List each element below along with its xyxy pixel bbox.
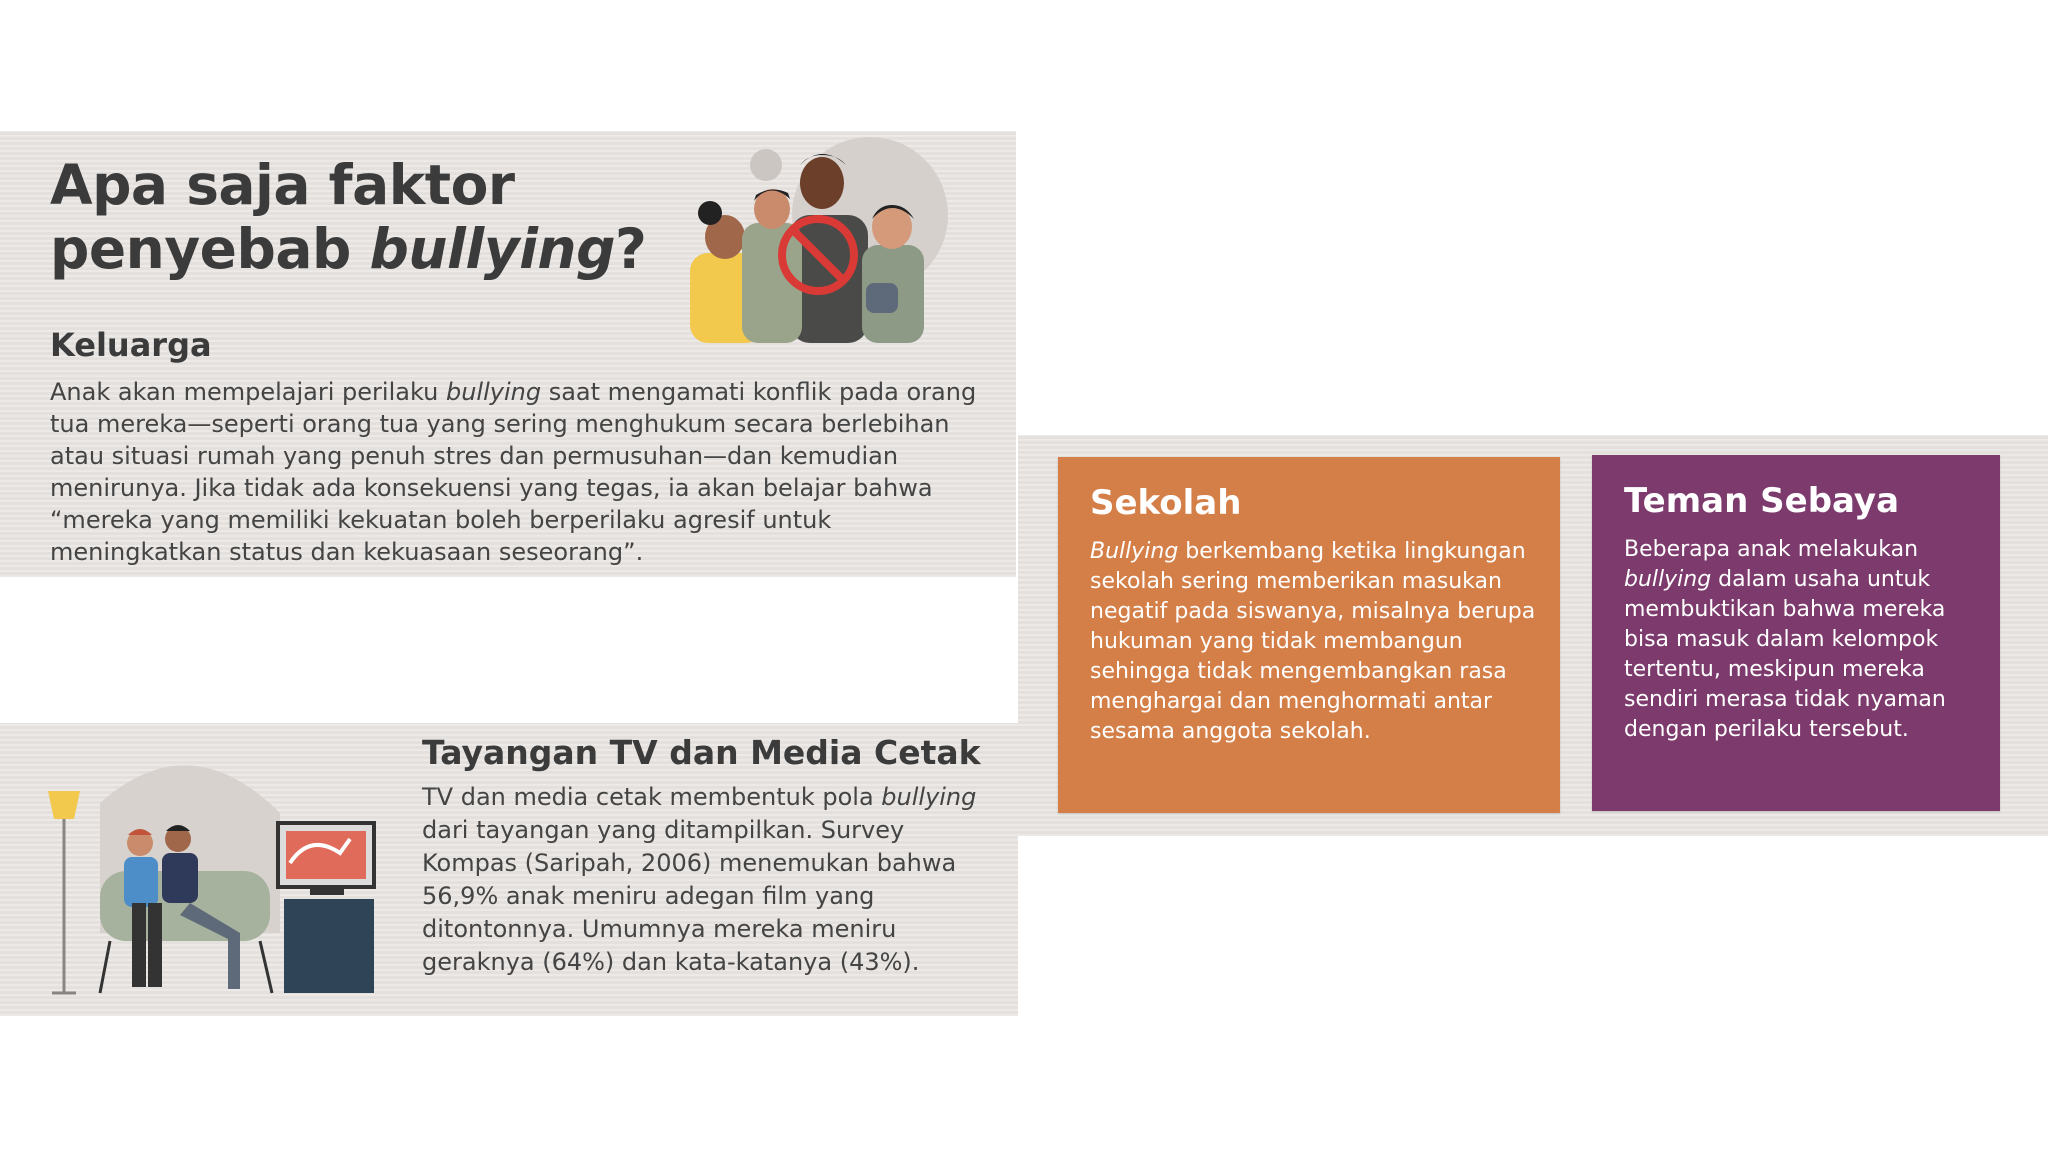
page-title bbox=[50, 153, 646, 281]
teman-body-end: dalam usaha untuk membuktikan bahwa mereka bisa masuk dalam kelompok tertentu, meskipun mereka sendiri merasa tidak nyaman dengan perilaku tersebut. bbox=[1624, 567, 1946, 742]
teman-sebaya-card bbox=[1592, 455, 2000, 811]
school-peer-panel bbox=[1018, 435, 2048, 836]
keluarga-body bbox=[50, 376, 990, 568]
sekolah-body-italic: Bullying bbox=[1090, 539, 1179, 564]
tv-media-panel bbox=[0, 723, 1018, 1016]
title-line-2-italic: bullying bbox=[369, 217, 615, 281]
teman-sebaya-heading: Teman Sebaya bbox=[1624, 481, 1900, 521]
title-line-2-prefix: penyebab bbox=[50, 217, 370, 281]
title-line-2-suffix: ? bbox=[614, 217, 647, 281]
keluarga-body-italic: bullying bbox=[445, 378, 542, 406]
keluarga-heading: Keluarga bbox=[50, 326, 212, 364]
sekolah-body-end: berkembang ketika lingkungan sekolah sering memberikan masukan negatif pada siswanya, misalnya berupa hukuman yang tidak membangun sehingga tidak mengembangkan rasa menghargai dan menghormati antar sesama anggota sekolah. bbox=[1090, 539, 1536, 744]
tv-body-italic: bullying bbox=[881, 783, 977, 811]
family-no-bullying-illustration bbox=[670, 135, 960, 345]
keluarga-body-end: saat mengamati konflik pada orang tua mereka—seperti orang tua yang sering menghukum secara berlebihan atau situasi rumah yang penuh stres dan permusuhan—dan kemudian menirunya. Jika tidak ada konsekuensi yang tegas, ia akan belajar bahwa “mereka yang memiliki kekuatan boleh berperilaku agresif untuk meningkatkan status dan kekuasaan seseorang”. bbox=[50, 378, 977, 566]
keluarga-body-start: Anak akan mempelajari perilaku bbox=[50, 378, 446, 406]
teman-sebaya-body bbox=[1624, 535, 1984, 745]
tv-media-heading: Tayangan TV dan Media Cetak bbox=[422, 733, 981, 772]
sekolah-heading: Sekolah bbox=[1090, 483, 1242, 523]
tv-media-body bbox=[422, 781, 1002, 979]
sekolah-body bbox=[1090, 537, 1540, 747]
title-line-1: Apa saja faktor bbox=[50, 153, 515, 217]
teman-body-start: Beberapa anak melakukan bbox=[1624, 537, 1919, 562]
teman-body-italic: bullying bbox=[1624, 567, 1712, 592]
family-watching-tv-illustration bbox=[40, 743, 390, 1003]
tv-body-start: TV dan media cetak membentuk pola bbox=[422, 783, 882, 811]
tv-body-end: dari tayangan yang ditampilkan. Survey Kompas (Saripah, 2006) menemukan bahwa 56,9% anak meniru adegan film yang ditontonnya. Umumnya mereka meniru geraknya (64%) dan kata-katanya (43%). bbox=[422, 816, 957, 976]
keluarga-panel bbox=[0, 131, 1016, 577]
sekolah-card bbox=[1058, 457, 1560, 813]
